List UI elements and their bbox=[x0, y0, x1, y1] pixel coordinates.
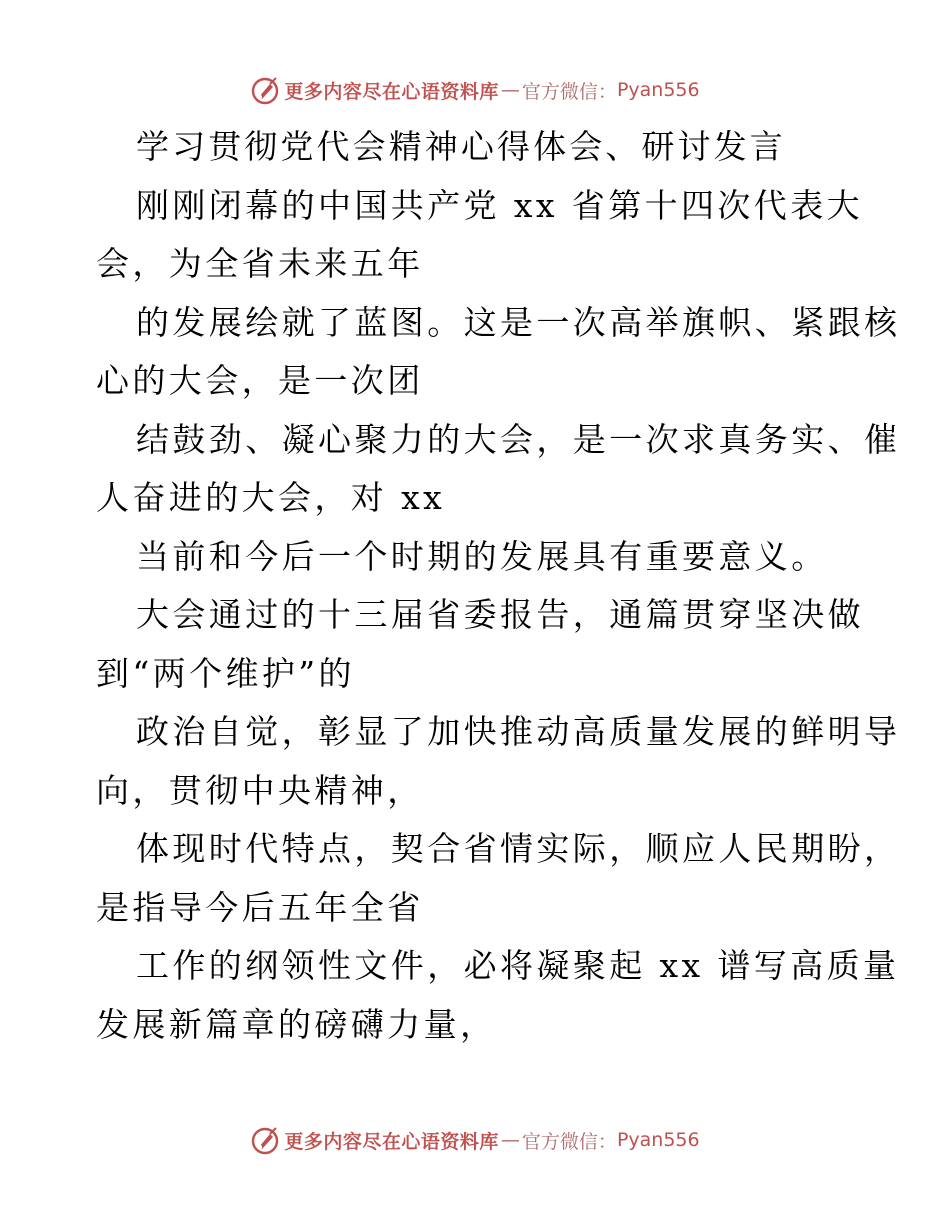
text-line: 是指导今后五年全省 bbox=[96, 887, 424, 927]
watermark-site-name: 更多内容尽在心语资料库 bbox=[284, 1130, 499, 1153]
document-lines bbox=[96, 177, 901, 1055]
watermark-wechat-id: Pyan556 bbox=[616, 79, 700, 101]
watermark-site-name: 更多内容尽在心语资料库 bbox=[284, 80, 499, 103]
text-line: 到“两个维护”的 bbox=[96, 653, 355, 693]
text-line: 的发展绘就了蓝图。这是一次高举旗帜、紧跟核 bbox=[136, 302, 901, 342]
text-line: 发展新篇章的磅礴力量， bbox=[96, 1004, 497, 1044]
watermark-separator: — bbox=[500, 1129, 520, 1151]
text-line: 体现时代特点，契合省情实际，顺应人民期盼， bbox=[136, 829, 901, 868]
text-line: 会，为全省未来五年 bbox=[96, 244, 424, 283]
document-title: 学习贯彻党代会精神心得体会、研讨发言 bbox=[136, 127, 786, 166]
text-line: 人奋进的大会，对 xx bbox=[96, 478, 446, 517]
text-line: 向，贯彻中央精神， bbox=[96, 770, 424, 810]
quill-pen-logo-icon bbox=[250, 75, 280, 105]
text-line: 工作的纲领性文件，必将凝聚起 xx 谱写高质量 bbox=[136, 946, 900, 985]
text-line: 大会通过的十三届省委报告，通篇贯穿坚决做 bbox=[136, 595, 864, 634]
quill-pen-logo-icon bbox=[250, 1125, 280, 1155]
watermark-wechat-id: Pyan556 bbox=[616, 1129, 700, 1151]
text-line: 心的大会，是一次团 bbox=[96, 361, 424, 400]
header-watermark bbox=[0, 72, 950, 108]
text-line: 刚刚闭幕的中国共产党 xx 省第十四次代表大 bbox=[136, 185, 864, 225]
watermark-separator: — bbox=[500, 79, 520, 101]
text-line: 政治自觉，彰显了加快推动高质量发展的鲜明导 bbox=[136, 712, 901, 751]
document-body bbox=[96, 118, 901, 1054]
footer-watermark bbox=[0, 1122, 950, 1158]
watermark-wechat-label: 官方微信： bbox=[521, 1130, 617, 1153]
text-line: 当前和今后一个时期的发展具有重要意义。 bbox=[136, 536, 828, 576]
text-line: 结鼓劲、凝心聚力的大会，是一次求真务实、催 bbox=[136, 419, 901, 459]
watermark-wechat-label: 官方微信： bbox=[521, 80, 617, 103]
